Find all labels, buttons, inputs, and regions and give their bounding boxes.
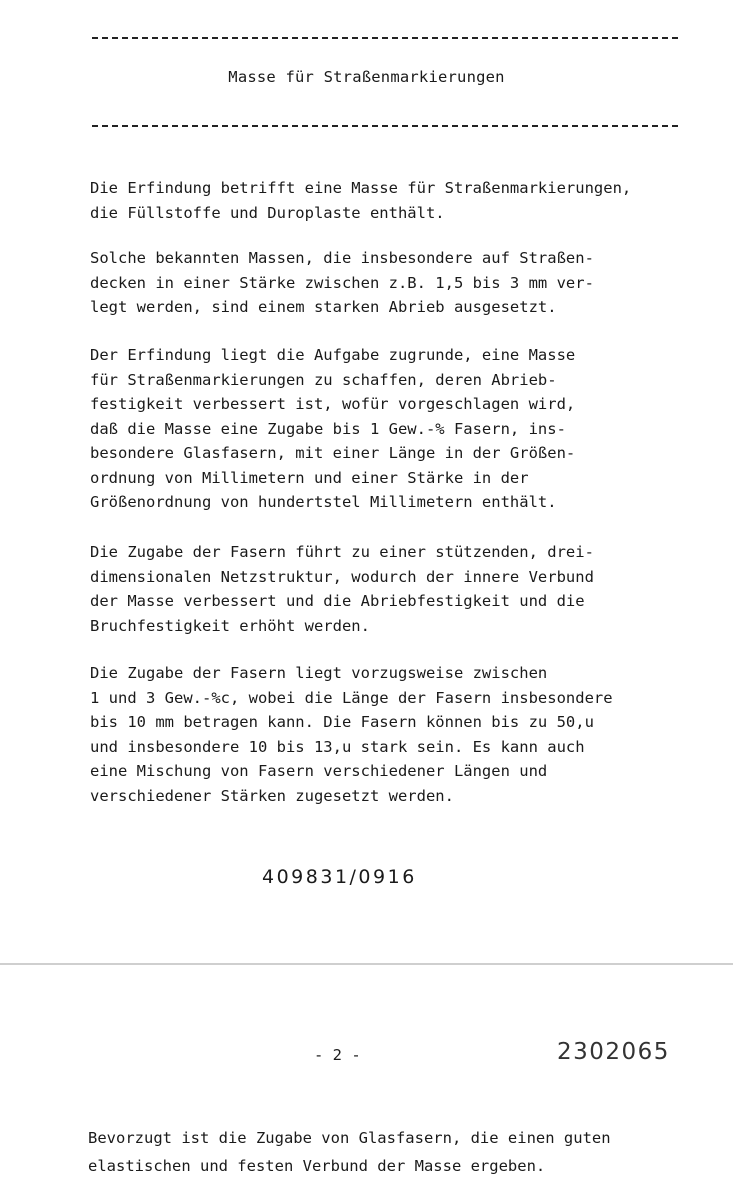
text-line: für Straßenmarkierungen zu schaffen, deren Abrieb-: [90, 370, 557, 389]
text-line: Bruchfestigkeit erhöht werden.: [90, 616, 370, 635]
paragraph-5: [90, 661, 710, 808]
text-line: elastischen und festen Verbund der Masse ergeben.: [88, 1157, 546, 1175]
text-line: festigkeit verbessert ist, wofür vorgeschlagen wird,: [90, 395, 576, 413]
text-line: und insbesondere 10 bis 13,u stark sein. Es kann auch: [90, 737, 585, 756]
text-line: Die Zugabe der Fasern liegt vorzugsweise zwischen: [90, 664, 548, 682]
text-line: daß die Masse eine Zugabe bis 1 Gew.-% Fasern, ins-: [90, 419, 566, 438]
text-line: verschiedener Stärken zugesetzt werden.: [90, 786, 454, 805]
paragraph-4: [90, 540, 710, 638]
patent-number: 2302065: [557, 1039, 670, 1065]
text-line: die Füllstoffe und Duroplaste enthält.: [90, 203, 445, 222]
text-line: legt werden, sind einem starken Abrieb ausgesetzt.: [90, 298, 557, 316]
text-line: der Masse verbessert und die Abriebfestigkeit und die: [90, 592, 585, 610]
text-line: Bevorzugt ist die Zugabe von Glasfasern, die einen guten: [88, 1129, 611, 1147]
text-line: Die Zugabe der Fasern führt zu einer stützenden, drei-: [90, 543, 594, 561]
paragraph-1: [90, 176, 710, 225]
text-line: bis 10 mm betragen kann. Die Fasern können bis zu 50,u: [90, 713, 594, 731]
text-line: 1 und 3 Gew.-%c, wobei die Länge der Fasern insbesondere: [90, 688, 613, 707]
paragraph-2: [90, 246, 710, 320]
next-page-paragraph: [88, 1124, 728, 1180]
page-separator: [0, 963, 733, 965]
text-line: Solche bekannten Massen, die insbesondere auf Straßen-: [90, 249, 594, 267]
text-line: Die Erfindung betrifft eine Masse für Straßenmarkierungen,: [90, 179, 632, 197]
page-number: - 2 -: [314, 1046, 361, 1064]
top-dashed-rule: [92, 37, 678, 39]
title-dashed-rule: [92, 125, 678, 127]
text-line: eine Mischung von Fasern verschiedener Längen und: [90, 762, 548, 780]
text-line: Größenordnung von hundertstel Millimetern enthält.: [90, 493, 557, 511]
text-line: decken in einer Stärke zwischen z.B. 1,5 bis 3 mm ver-: [90, 273, 594, 292]
text-line: Der Erfindung liegt die Aufgabe zugrunde, eine Masse: [90, 346, 576, 364]
text-line: ordnung von Millimetern und einer Stärke in der: [90, 468, 529, 487]
document-number: 409831/0916: [262, 866, 417, 888]
document-title: Masse für Straßenmarkierungen: [228, 68, 505, 86]
text-line: dimensionalen Netzstruktur, wodurch der innere Verbund: [90, 567, 594, 586]
paragraph-3: [90, 343, 710, 515]
text-line: besondere Glasfasern, mit einer Länge in der Größen-: [90, 444, 576, 462]
